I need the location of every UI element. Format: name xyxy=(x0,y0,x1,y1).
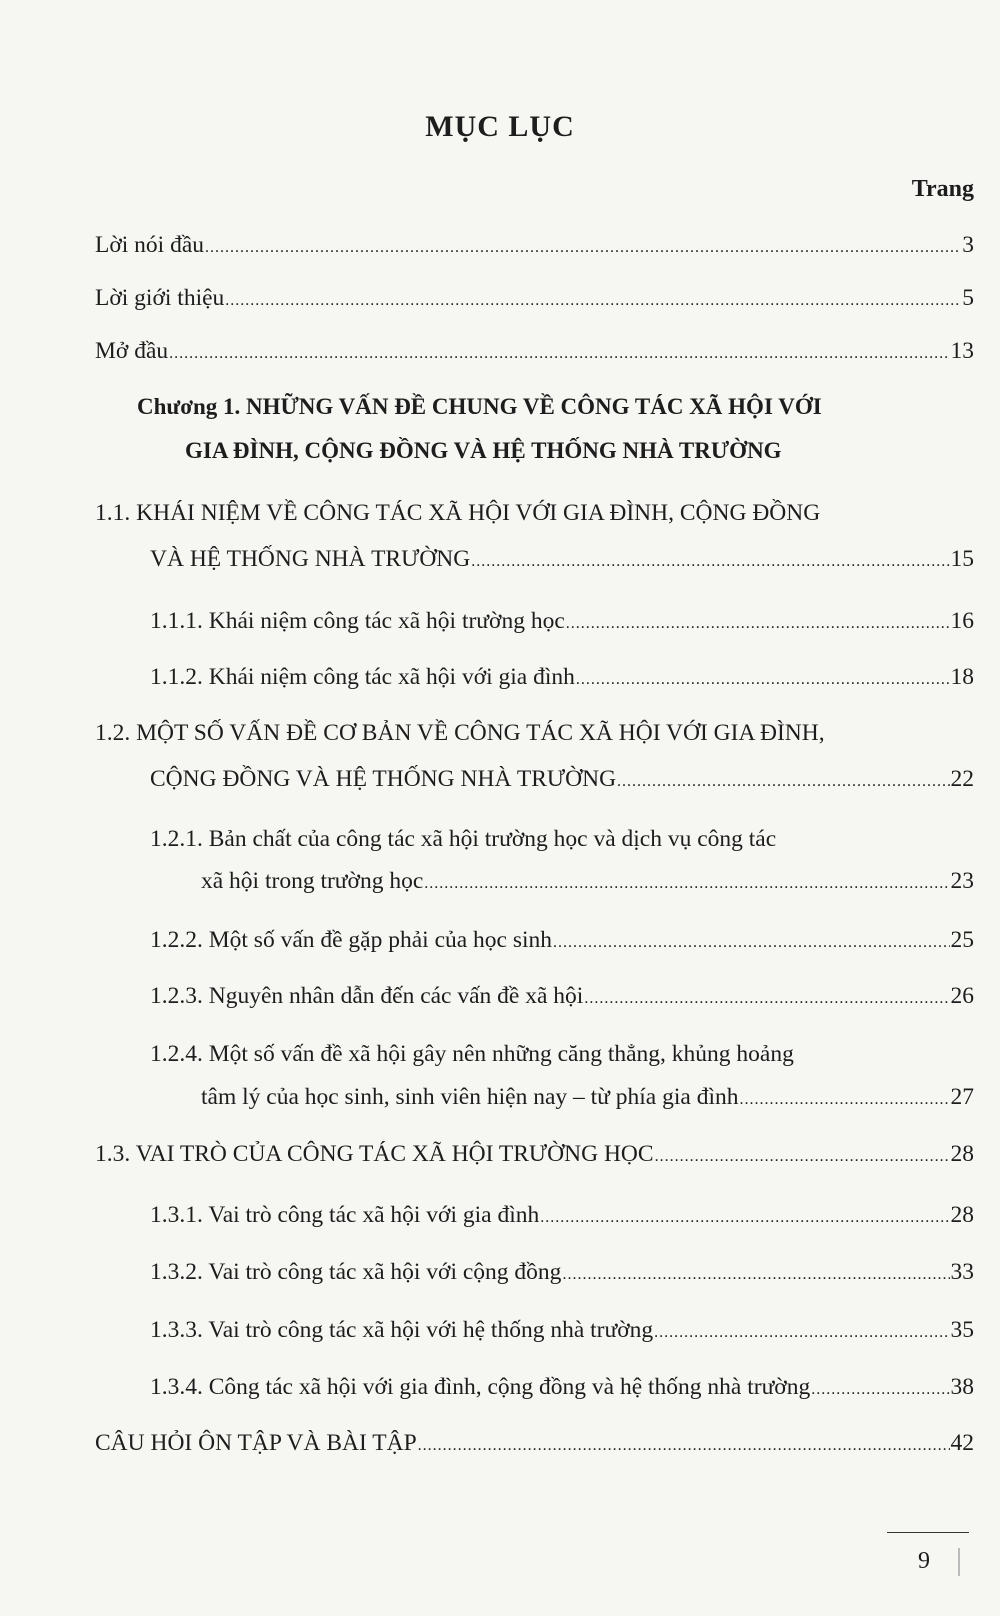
toc-entry-page: 25 xyxy=(950,927,974,953)
toc-entry xyxy=(150,927,974,959)
toc-entry xyxy=(95,232,974,264)
toc-entry xyxy=(95,500,820,532)
toc-entry-page: 28 xyxy=(950,1141,974,1167)
page-number: 9 xyxy=(918,1548,930,1574)
page-edge xyxy=(958,1548,960,1576)
dot-leader xyxy=(566,615,950,633)
dot-leader xyxy=(655,1148,950,1166)
toc-entry-page: 27 xyxy=(950,1084,974,1110)
toc-entry-title: 1.3.4. Công tác xã hội với gia đình, cộng đồng và hệ thống nhà trường xyxy=(150,1374,811,1400)
toc-entry xyxy=(95,338,974,370)
toc-entry-title: xã hội trong trường học xyxy=(201,868,424,894)
toc-entry-title: CÂU HỎI ÔN TẬP VÀ BÀI TẬP xyxy=(95,1430,417,1456)
dot-leader xyxy=(584,990,949,1008)
toc-entry-title: 1.3. VAI TRÒ CỦA CÔNG TÁC XÃ HỘI TRƯỜNG HỌC xyxy=(95,1141,654,1167)
toc-entry-title: 1.1. KHÁI NIỆM VỀ CÔNG TÁC XÃ HỘI VỚI GIA ĐÌNH, CỘNG ĐỒNG xyxy=(95,500,821,526)
dot-leader xyxy=(654,1324,949,1342)
toc-entry xyxy=(150,1374,974,1406)
toc-entry xyxy=(150,826,776,858)
toc-entry-title: Lời nói đầu xyxy=(95,232,205,258)
dot-leader xyxy=(553,934,949,952)
dot-leader xyxy=(471,553,949,571)
toc-entry xyxy=(150,766,974,798)
toc-entry-page: 28 xyxy=(950,1202,974,1228)
toc-entry-title: VÀ HỆ THỐNG NHÀ TRƯỜNG xyxy=(150,546,471,572)
dot-leader xyxy=(540,1209,949,1227)
toc-entry-title: 1.2.3. Nguyên nhân dẫn đến các vấn đề xã hội xyxy=(150,983,584,1009)
toc-entry xyxy=(150,1041,794,1073)
toc-entry-page: 5 xyxy=(962,285,974,311)
toc-entry-page: 15 xyxy=(950,546,974,572)
toc-entry-title: 1.2.1. Bản chất của công tác xã hội trường học và dịch vụ công tác xyxy=(150,826,777,852)
toc-entry-title: Lời giới thiệu xyxy=(95,285,225,311)
toc-entry-page: 3 xyxy=(962,232,974,258)
toc-entry-title: CỘNG ĐỒNG VÀ HỆ THỐNG NHÀ TRƯỜNG xyxy=(150,766,617,792)
dot-leader xyxy=(562,1266,949,1284)
toc-entry-page: 35 xyxy=(950,1317,974,1343)
dot-leader xyxy=(576,671,950,689)
toc-entry xyxy=(95,285,974,317)
toc-entry xyxy=(150,1259,974,1291)
toc-entry-title: 1.3.3. Vai trò công tác xã hội với hệ thống nhà trường xyxy=(150,1317,654,1343)
toc-entry xyxy=(201,868,974,900)
dot-leader xyxy=(424,875,949,893)
toc-entry xyxy=(150,608,974,640)
page-column-label: Trang xyxy=(911,176,974,202)
toc-entry-page: 13 xyxy=(950,338,974,364)
toc-entry-page: 33 xyxy=(950,1259,974,1285)
toc-entry-title: tâm lý của học sinh, sinh viên hiện nay – từ phía gia đình xyxy=(201,1084,739,1110)
toc-entry xyxy=(95,1430,974,1462)
page-title: MỤC LỤC xyxy=(425,110,575,143)
chapter-heading xyxy=(185,438,782,470)
toc-entry-page: 18 xyxy=(950,664,974,690)
toc-entry-title: Chương 1. NHỮNG VẤN ĐỀ CHUNG VỀ CÔNG TÁC XÃ HỘI VỚI xyxy=(137,394,822,419)
dot-leader xyxy=(418,1437,950,1455)
dot-leader xyxy=(617,773,949,791)
dot-leader xyxy=(169,345,949,363)
toc-entry xyxy=(95,720,825,752)
toc-entry xyxy=(150,1202,974,1234)
toc-entry-title: 1.3.1. Vai trò công tác xã hội với gia đình xyxy=(150,1202,540,1228)
toc-entry xyxy=(95,1141,974,1173)
toc-entry-title: 1.1.1. Khái niệm công tác xã hội trường học xyxy=(150,608,565,634)
toc-entry-title: Mở đầu xyxy=(95,338,169,364)
toc-entry-title: 1.2. MỘT SỐ VẤN ĐỀ CƠ BẢN VỀ CÔNG TÁC XÃ HỘI VỚI GIA ĐÌNH, xyxy=(95,720,825,746)
toc-entry-page: 26 xyxy=(950,983,974,1009)
dot-leader xyxy=(205,239,961,257)
chapter-heading xyxy=(137,394,822,426)
toc-entry xyxy=(150,1317,974,1349)
toc-entry-title: 1.1.2. Khái niệm công tác xã hội với gia đình xyxy=(150,664,575,690)
toc-entry-page: 38 xyxy=(950,1374,974,1400)
toc-entry-title: 1.2.2. Một số vấn đề gặp phải của học sinh xyxy=(150,927,553,953)
toc-entry-page: 23 xyxy=(950,868,974,894)
toc-entry-title: GIA ĐÌNH, CỘNG ĐỒNG VÀ HỆ THỐNG NHÀ TRƯỜNG xyxy=(185,438,782,463)
toc-entry-page: 42 xyxy=(950,1430,974,1456)
toc-entry xyxy=(150,664,974,696)
dot-leader xyxy=(811,1381,949,1399)
footer-rule xyxy=(887,1532,969,1533)
toc-entry xyxy=(150,983,974,1015)
toc-entry-title: 1.2.4. Một số vấn đề xã hội gây nên những căng thẳng, khủng hoảng xyxy=(150,1041,794,1067)
toc-entry-page: 22 xyxy=(950,766,974,792)
toc-entry-title: 1.3.2. Vai trò công tác xã hội với cộng đồng xyxy=(150,1259,562,1285)
toc-entry xyxy=(201,1084,974,1116)
dot-leader xyxy=(225,292,961,310)
dot-leader xyxy=(739,1091,949,1109)
toc-entry xyxy=(150,546,974,578)
toc-entry-page: 16 xyxy=(950,608,974,634)
